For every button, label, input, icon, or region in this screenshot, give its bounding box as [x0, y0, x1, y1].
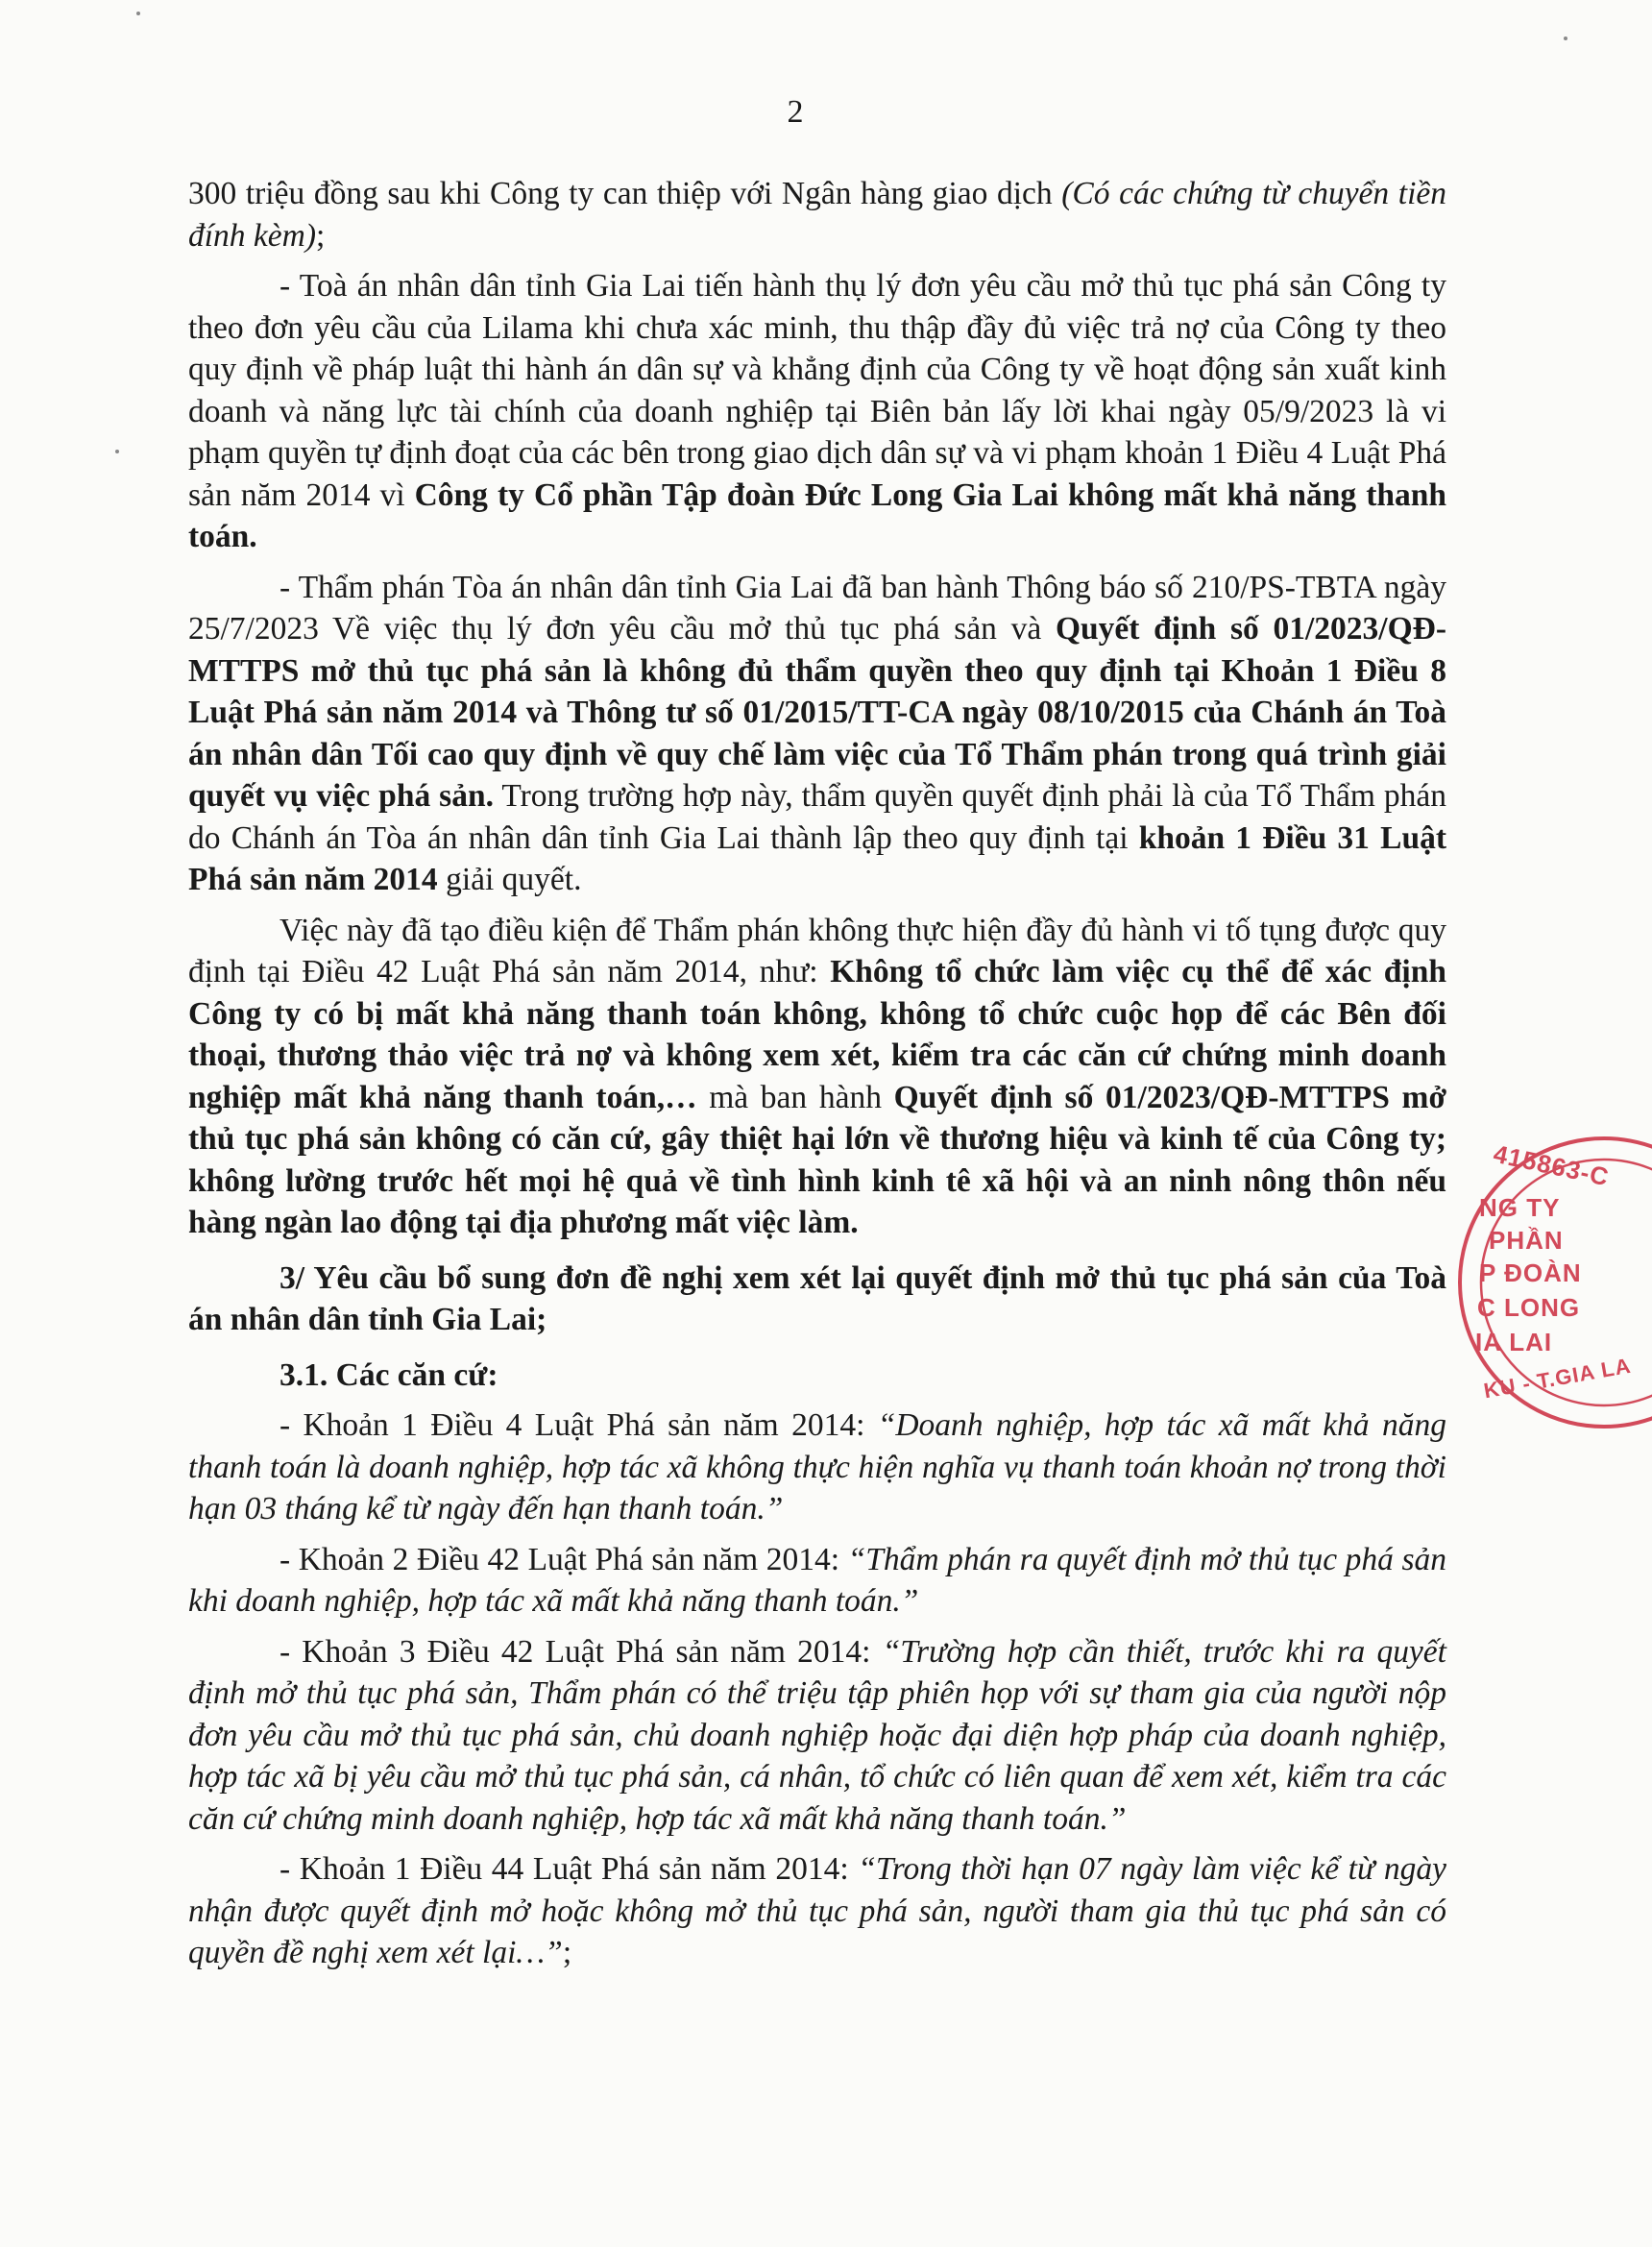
scan-speck: [1564, 37, 1567, 40]
page-number: 2: [787, 94, 804, 130]
seal-arc-text: 415863-C: [1491, 1138, 1613, 1192]
quote-article-42-2: - Khoản 2 Điều 42 Luật Phá sản năm 2014: “Thẩm phán ra quyết định mở thủ tục phá sản khi doanh nghiệp, hợp tác xã mất khả năng thanh toán.”: [188, 1541, 1446, 1619]
paragraph-consequences: Việc này đã tạo điều kiện để Thẩm phán không thực hiện đầy đủ hành vi tố tụng được quy định tại Điều 42 Luật Phá sản năm 2014, như: Không tổ chức làm việc cụ thể để xác định Công ty có bị mất khả năng thanh toán không, không tổ chức cuộc họp để các Bên đối thoại, thương thảo việc trả nợ và không xem xét, kiểm tra các căn cứ chứng minh doanh nghiệp mất khả năng thanh toán,… mà ban hành Quyết định số 01/2023/QĐ-MTTPS mở thủ tục phá sản không có căn cứ, gây thiệt hại lớn về thương hiệu và kinh tế của Công ty; không lường trước hết mọi hệ quả về tình hình kinh tê xã hội và an ninh nông thôn nếu hàng ngàn lao động tại địa phương mất việc làm.: [188, 912, 1446, 1240]
scan-speck: [136, 12, 140, 15]
quote-article-44-1: - Khoản 1 Điều 44 Luật Phá sản năm 2014: “Trong thời hạn 07 ngày làm việc kể từ ngày nhận được quyết định mở hoặc không mở thủ tục phá sản, người tham gia thủ tục phá sản có quyền đề nghị xem xét lại…”;: [188, 1851, 1446, 1970]
section-heading-3-1: 3.1. Các căn cứ:: [279, 1356, 498, 1393]
paragraph-acceptance-violation: - Toà án nhân dân tỉnh Gia Lai tiến hành thụ lý đơn yêu cầu mở thủ tục phá sản Công ty theo đơn yêu cầu của Lilama khi chưa xác minh, thu thập đầy đủ việc trả nợ của Công ty theo quy định về pháp luật thi hành án dân sự và khẳng định của Công ty về hoạt động sản xuất kinh doanh và năng lực tài chính của doanh nghiệp tại Biên bản lấy lời khai ngày 05/9/2023 là vi phạm quyền tự định đoạt của các bên trong giao dịch dân sự và vi phạm khoản 1 Điều 4 Luật Phá sản năm 2014 vì Công ty Cổ phần Tập đoàn Đức Long Gia Lai không mất khả năng thanh toán.: [188, 268, 1446, 554]
seal-line: C LONG: [1477, 1293, 1581, 1322]
paragraph-judge-authority: - Thẩm phán Tòa án nhân dân tỉnh Gia Lai đã ban hành Thông báo số 210/PS-TBTA ngày 25/7/2023 Về việc thụ lý đơn yêu cầu mở thủ tục phá sản và Quyết định số 01/2023/QĐ-MTTPS mở thủ tục phá sản là không đủ thẩm quyền theo quy định tại Khoản 1 Điều 8 Luật Phá sản năm 2014 và Thông tư số 01/2015/TT-CA ngày 08/10/2015 của Chánh án Toà án nhân dân Tối cao quy định về quy chế làm việc của Tổ Thẩm phán trong quá trình giải quyết vụ việc phá sản. Trong trường hợp này, thẩm quyền quyết định phải là của Tổ Thẩm phán do Chánh án Tòa án nhân dân tỉnh Gia Lai thành lập theo quy định tại khoản 1 Điều 31 Luật Phá sản năm 2014 giải quyết.: [188, 569, 1446, 897]
section-heading-3: 3/ Yêu cầu bổ sung đơn đề nghị xem xét lại quyết định mở thủ tục phá sản của Toà án nhân dân tỉnh Gia Lai;: [188, 1259, 1446, 1337]
seal-line: KU - T.GIA LA: [1481, 1353, 1634, 1404]
paragraph-continuation: 300 triệu đồng sau khi Công ty can thiệp với Ngân hàng giao dịch (Có các chứng từ chuyển tiền đính kèm);: [188, 176, 1447, 254]
company-seal-stamp: [1460, 1134, 1652, 1431]
quote-article-4: - Khoản 1 Điều 4 Luật Phá sản năm 2014: “Doanh nghiệp, hợp tác xã mất khả năng thanh toán là doanh nghiệp, hợp tác xã không thực hiện nghĩa vụ thanh toán khoản nợ trong thời hạn 03 tháng kể từ ngày đến hạn thanh toán.”: [188, 1407, 1447, 1526]
scan-speck: [115, 450, 119, 453]
seal-line: NG TY: [1479, 1193, 1561, 1222]
seal-line: PHẦN: [1489, 1226, 1564, 1255]
quote-article-42-3: - Khoản 3 Điều 42 Luật Phá sản năm 2014: “Trường hợp cần thiết, trước khi ra quyết định mở thủ tục phá sản, Thẩm phán có thể triệu tập phiên họp với sự tham gia của người nộp đơn yêu cầu mở thủ tục phá sản, chủ doanh nghiệp hoặc đại diện hợp pháp của doanh nghiệp, hợp tác xã bị yêu cầu mở thủ tục phá sản, cá nhân, tổ chức có liên quan để xem xét, kiểm tra các căn cứ chứng minh doanh nghiệp, hợp tác xã mất khả năng thanh toán.”: [188, 1633, 1446, 1837]
seal-line: IA LAI: [1475, 1328, 1553, 1356]
seal-line: P ĐOÀN: [1479, 1258, 1582, 1287]
document-body: [188, 173, 1446, 1983]
